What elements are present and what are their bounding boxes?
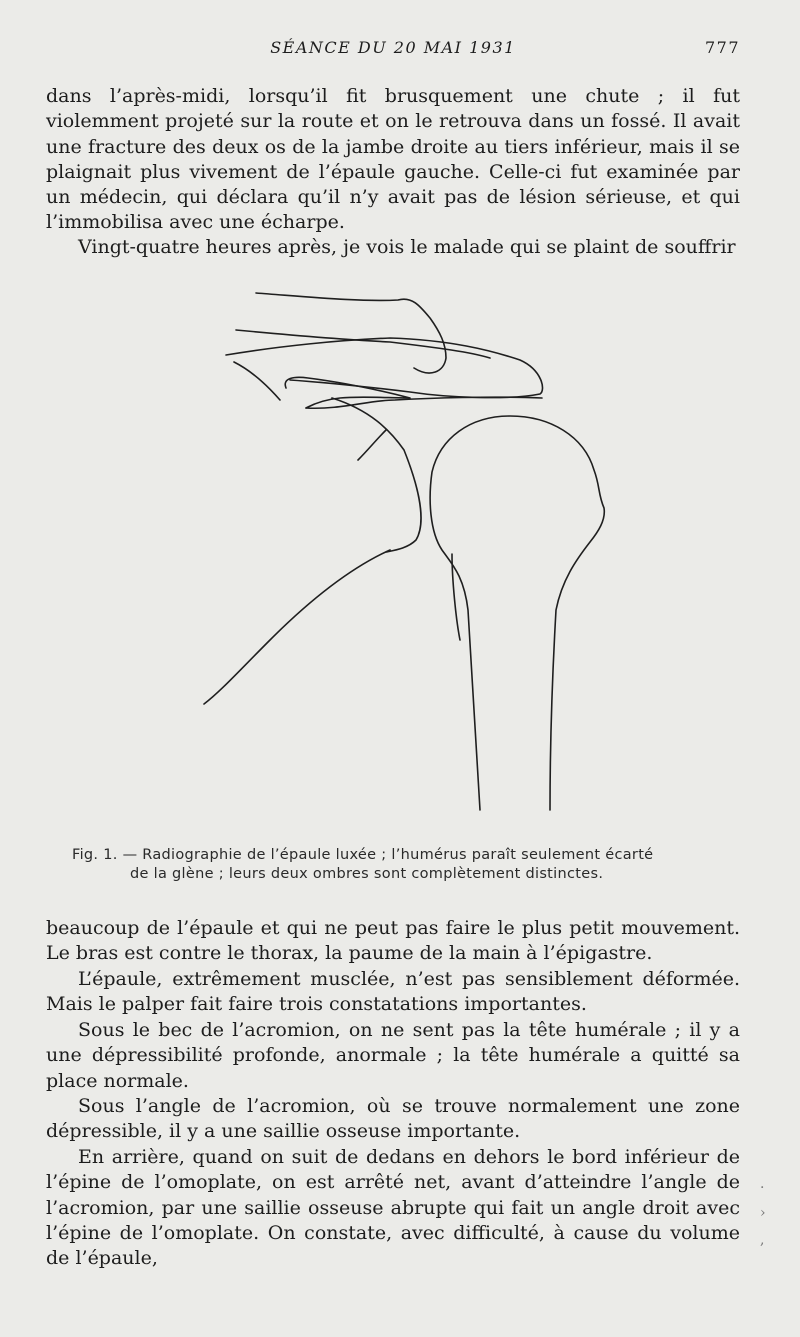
margin-mark: , xyxy=(760,1232,765,1248)
paragraph-2: Vingt-quatre heures après, je vois le malade qui se plaint de souffrir xyxy=(78,236,736,258)
acromion-outline xyxy=(256,293,446,373)
scapular-spine xyxy=(234,362,280,400)
running-header xyxy=(46,38,740,62)
paragraph-6: Sous l’angle de l’acromion, où se trouve normalement une zone dépressible, il y a une saillie osseuse importante. xyxy=(46,1095,740,1143)
paragraph-1: dans l’après-midi, lorsqu’il fit brusquement une chute ; il fut violemment projeté sur la route et on le retrouva dans un fossé. Il avait une fracture des deux os de la jambe droite au tiers inférieur, mais il se plaignait plus vivement de l’épaule gauche. Celle-ci fut examinée par un médecin, qui déclara qu’il n’y avait pas de lésion sérieuse, et qui l’immobilisa avec une écharpe. xyxy=(46,85,740,234)
figure-caption-line-1: Fig. 1. — Radiographie de l’épaule luxée ; l’humérus paraît seulement écarté xyxy=(72,847,654,863)
margin-mark: › xyxy=(760,1205,766,1221)
paragraph-5: Sous le bec de l’acromion, on ne sent pas la tête humérale ; il y a une dépressibilité profonde, anormale ; la tête humérale a quitté sa place normale. xyxy=(46,1019,740,1092)
paragraph-3: beaucoup de l’épaule et qui ne peut pas faire le plus petit mouvement. Le bras est contre le thorax, la paume de la main à l’épigastre. xyxy=(46,917,740,965)
glenoid-rim xyxy=(306,397,542,408)
paragraph-4: L’épaule, extrêmement musclée, n’est pas sensiblement déformée. Mais le palper fait faire trois constatations importantes. xyxy=(46,968,740,1016)
shoulder-radiograph-drawing xyxy=(190,280,620,820)
acromion-lower xyxy=(226,338,543,398)
paragraph-7: En arrière, quand on suit de dedans en dehors le bord inférieur de l’épine de l’omoplate, on est arrêté net, avant d’atteindre l’angle de l’acromion, par une saillie osseuse abrupte qui fait un angle droit avec l’épine de l’omoplate. On constate, avec difficulté, à cause du volume de l’épaule, xyxy=(46,1146,740,1270)
margin-mark: · xyxy=(760,1180,765,1196)
page-number: 777 xyxy=(704,38,740,57)
scapula-border xyxy=(204,550,390,704)
running-title: SÉANCE DU 20 MAI 1931 xyxy=(270,38,516,57)
glenoid-curve xyxy=(358,430,386,460)
scapula-neck xyxy=(332,398,421,552)
figure-caption-line-2: de la glène ; leurs deux ombres sont complètement distinctes. xyxy=(130,866,604,882)
figure-caption xyxy=(72,846,712,884)
